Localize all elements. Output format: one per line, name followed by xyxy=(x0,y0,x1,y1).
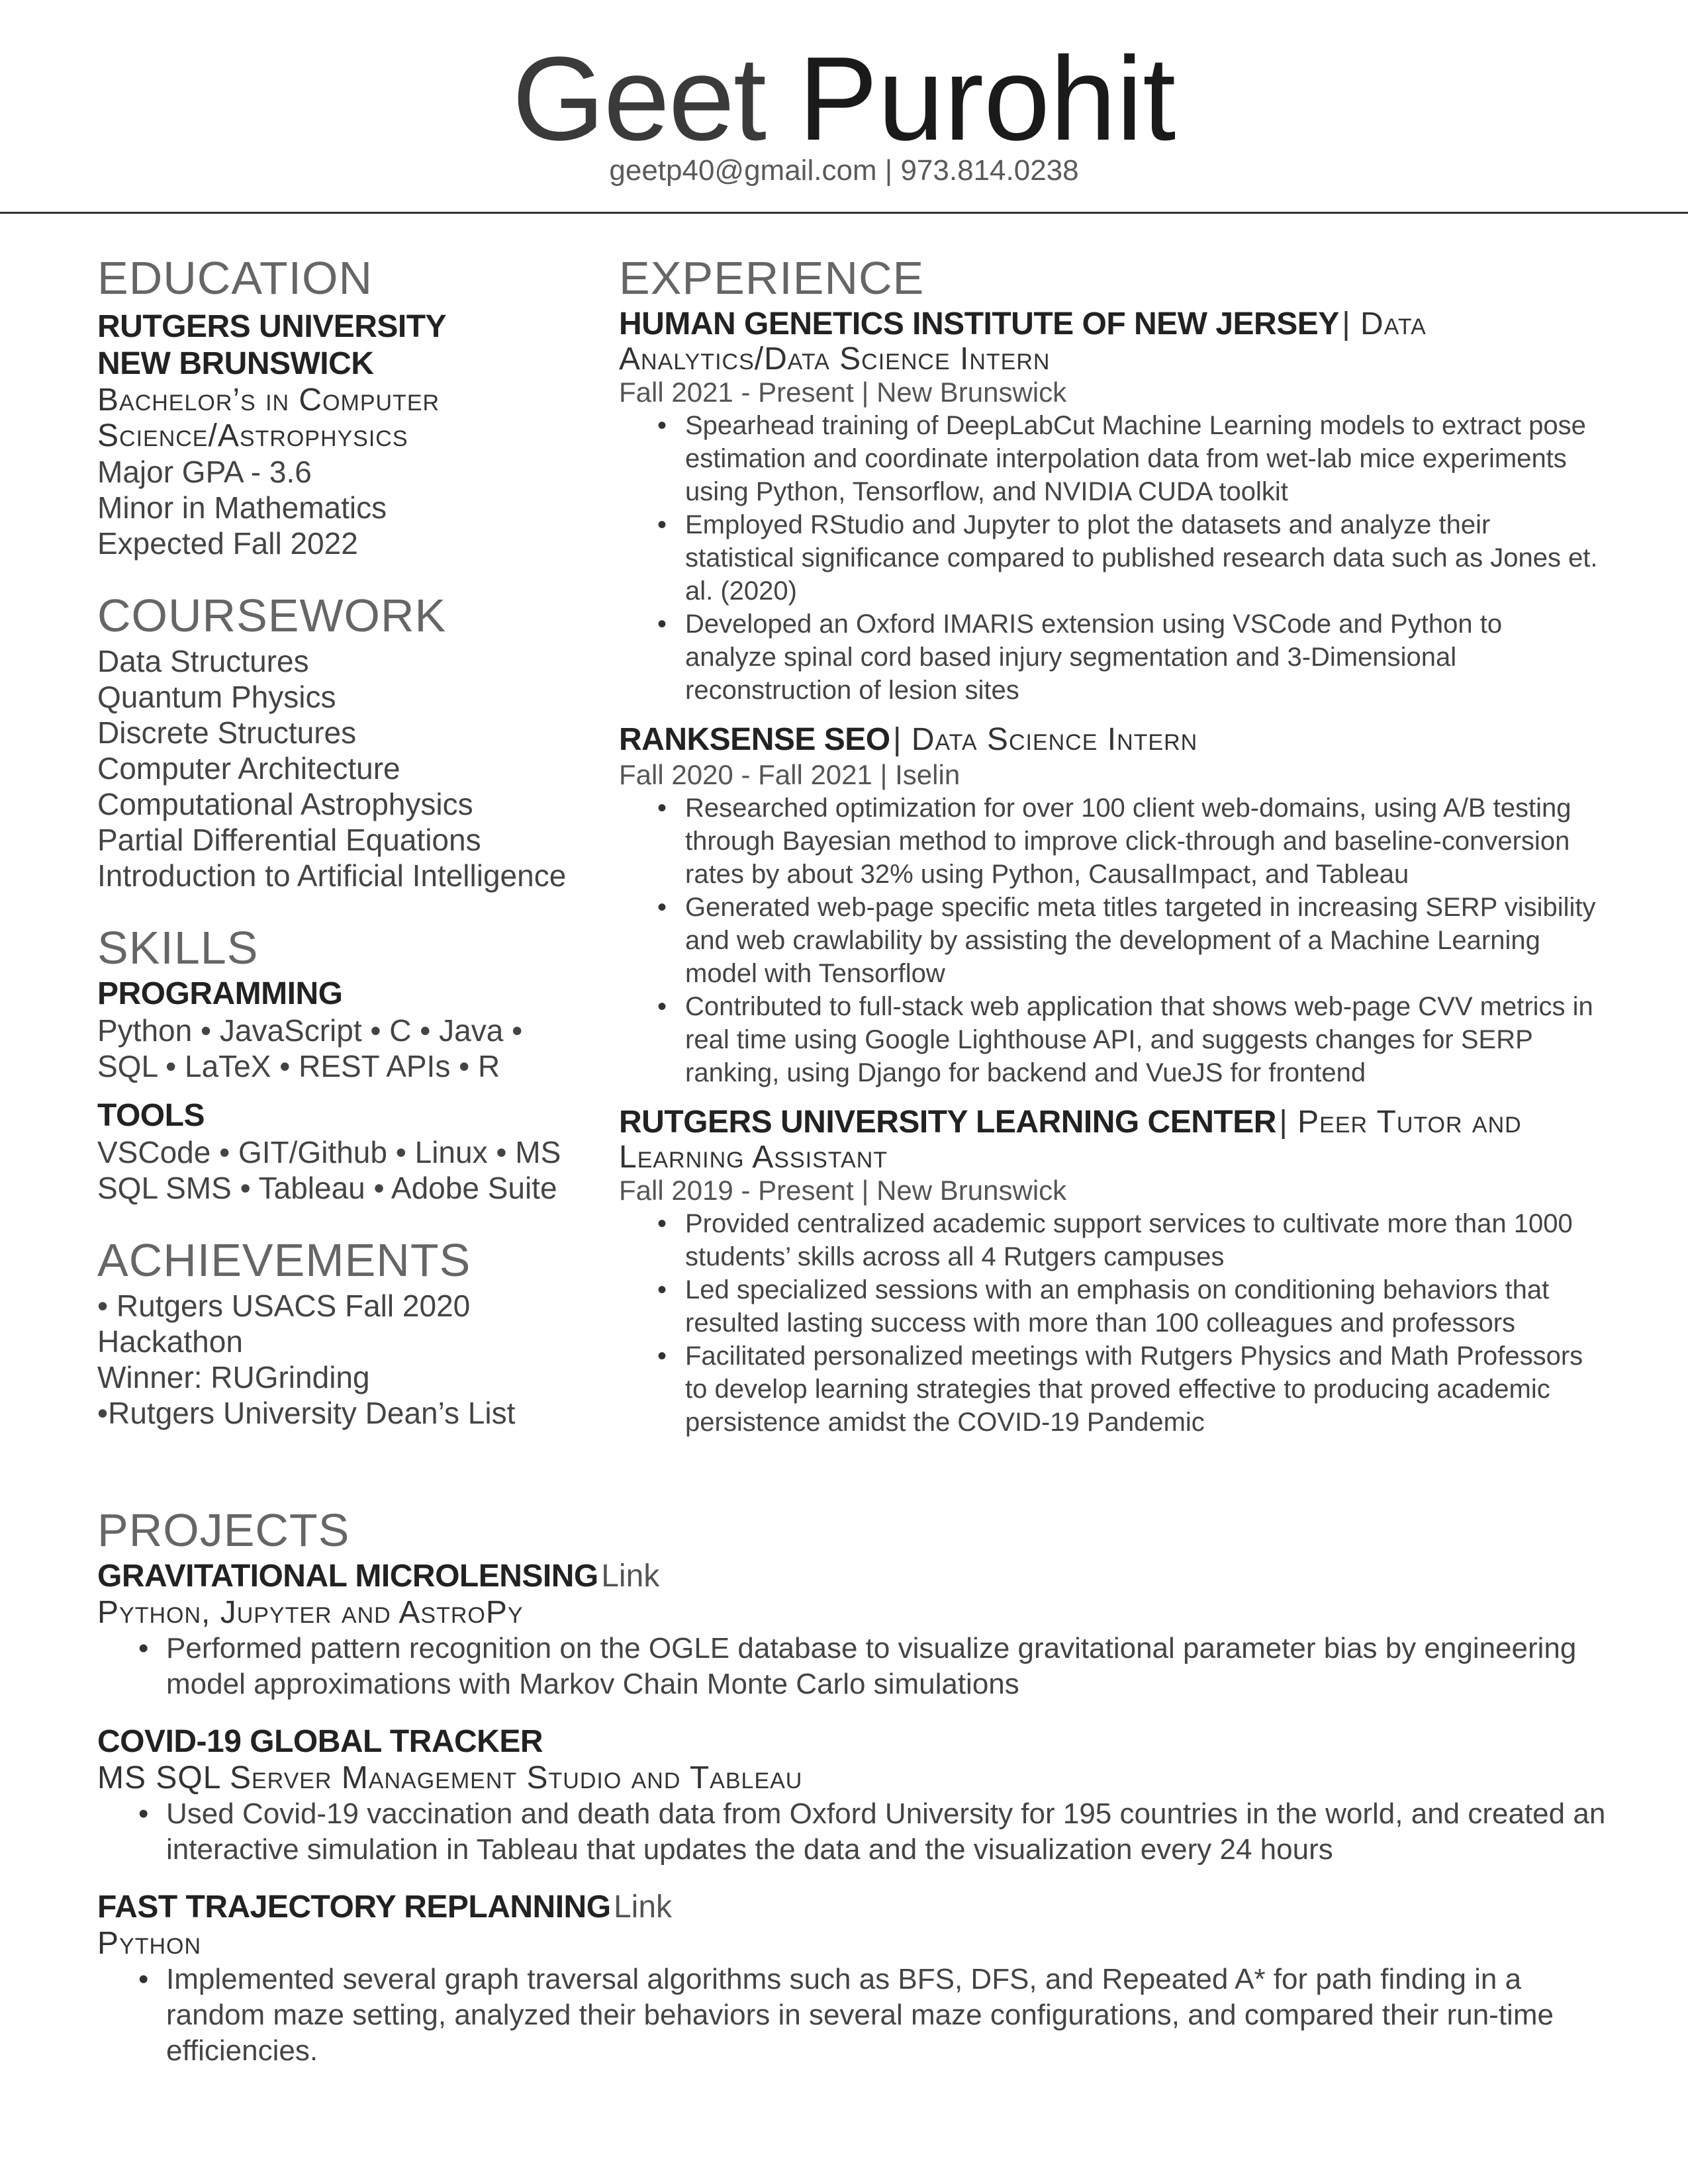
course-item: Computational Astrophysics xyxy=(97,787,473,821)
project-link[interactable]: Link xyxy=(613,1889,673,1925)
company-name: RUTGERS UNIVERSITY LEARNING CENTER xyxy=(619,1105,1276,1140)
job-role: | Data Science Intern xyxy=(893,722,1198,757)
course-item: Discrete Structures xyxy=(97,715,357,750)
education-detail: Major GPA - 3.6 xyxy=(97,455,312,489)
project-entry xyxy=(97,1889,1620,2069)
project-link[interactable]: Link xyxy=(601,1559,660,1594)
job-bullet: • Developed an Oxford IMARIS extension using VSCode and Python to analyze spinal cord based injury segmentation and 3-Dimensional reconstruction of lesion sites xyxy=(685,608,1599,707)
project-title: COVID-19 GLOBAL TRACKER xyxy=(97,1724,543,1759)
programming-line: SQL • LaTeX • REST APIs • R xyxy=(97,1049,500,1083)
job-role-continued: Analytics/Data Science Intern xyxy=(619,341,1051,377)
course-item: Data Structures xyxy=(97,644,309,678)
education-detail: Expected Fall 2022 xyxy=(97,526,358,561)
achievements-heading: ACHIEVEMENTS xyxy=(97,1234,471,1286)
course-item: Quantum Physics xyxy=(97,680,336,714)
project-entry xyxy=(97,1558,1620,1702)
achievement-line: Winner: RUGrinding xyxy=(97,1360,370,1394)
tools-line: VSCode • GIT/Github • Linux • MS xyxy=(97,1135,561,1169)
school-name-line1: RUTGERS UNIVERSITY xyxy=(97,309,447,344)
job-bullet: • Contributed to full-stack web application that shows web-page CVV metrics in real time using Google Lighthouse API, and suggests changes for SERP ranking, using Django for backend and VueJS for frontend xyxy=(685,990,1599,1089)
experience-column xyxy=(619,250,1599,1439)
skills-heading: SKILLS xyxy=(97,922,259,974)
experience-entry xyxy=(619,306,1599,707)
course-item: Partial Differential Equations xyxy=(97,823,481,857)
job-dates: Fall 2020 - Fall 2021 | Iselin xyxy=(619,759,961,790)
job-bullet: • Generated web-page specific meta titles targeted in increasing SERP visibility and web crawlability by assisting the development of a Machine Learning model with Tensorflow xyxy=(685,891,1599,990)
contact-info: geetp40@gmail.com | 973.814.0238 xyxy=(609,154,1079,187)
projects-section xyxy=(97,1502,1620,2069)
job-bullet: • Provided centralized academic support services to cultivate more than 1000 students’ skills across all 4 Rutgers campuses xyxy=(685,1207,1599,1273)
job-bullet: • Spearhead training of DeepLabCut Machine Learning models to extract pose estimation and coordinate interpolation data from wet-lab mice experiments using Python, Tensorflow, and NVIDIA CUDA toolkit xyxy=(685,409,1599,508)
education-detail: Minor in Mathematics xyxy=(97,490,387,525)
project-bullet: • Implemented several graph traversal algorithms such as BFS, DFS, and Repeated A* for path finding in a random maze setting, analyzed their behaviors in several maze configurations, and compared their run-time efficiencies. xyxy=(166,1962,1620,2069)
job-role: | Peer Tutor and xyxy=(1279,1105,1522,1140)
experience-entry xyxy=(619,721,1599,1089)
coursework-heading: COURSEWORK xyxy=(97,590,447,641)
company-name: RANKSENSE SEO xyxy=(619,722,890,757)
job-bullet: • Employed RStudio and Jupyter to plot the datasets and analyze their statistical significance compared to published research data such as Jones et. al. (2020) xyxy=(685,508,1599,608)
degree-line2: Science/Astrophysics xyxy=(97,418,408,453)
last-name: Purohit xyxy=(798,32,1176,165)
project-bullet: • Performed pattern recognition on the OGLE database to visualize gravitational parameter bias by engineering model approximations with Markov Chain Monte Carlo simulations xyxy=(166,1631,1620,1702)
project-tech: Python xyxy=(97,1926,202,1961)
degree-line1: Bachelor’s in Computer xyxy=(97,383,440,418)
project-tech: Python, Jupyter and AstroPy xyxy=(97,1595,524,1630)
job-bullet: • Led specialized sessions with an emphasis on conditioning behaviors that resulted lasting success with more than 100 colleagues and professors xyxy=(685,1273,1599,1340)
tools-line: SQL SMS • Tableau • Adobe Suite xyxy=(97,1171,557,1205)
project-tech: MS SQL Server Management Studio and Tableau xyxy=(97,1760,803,1796)
project-bullet: • Used Covid-19 vaccination and death data from Oxford University for 195 countries in the world, and created an interactive simulation in Tableau that updates the data and the visualization every 24 hours xyxy=(166,1796,1620,1868)
tools-title: TOOLS xyxy=(97,1098,205,1133)
course-item: Introduction to Artificial Intelligence xyxy=(97,858,567,893)
project-entry xyxy=(97,1723,1620,1868)
programming-title: PROGRAMMING xyxy=(97,976,343,1011)
achievement-line: • Rutgers USACS Fall 2020 Hackathon xyxy=(97,1289,471,1359)
left-column xyxy=(97,250,614,1431)
project-title: FAST TRAJECTORY REPLANNING xyxy=(97,1889,611,1925)
project-title: GRAVITATIONAL MICROLENSING xyxy=(97,1559,598,1594)
job-dates: Fall 2019 - Present | New Brunswick xyxy=(619,1175,1067,1206)
job-bullet: • Facilitated personalized meetings with Rutgers Physics and Math Professors to develop learning strategies that proved effective to producing academic persistence amidst the COVID-19 Pandemic xyxy=(685,1340,1599,1439)
resume-name xyxy=(0,33,1688,165)
course-item: Computer Architecture xyxy=(97,751,400,786)
school-name-line2: NEW BRUNSWICK xyxy=(97,346,374,381)
job-role-continued: Learning Assistant xyxy=(619,1140,888,1175)
education-heading: EDUCATION xyxy=(97,252,373,304)
projects-heading: PROJECTS xyxy=(97,1504,350,1556)
experience-entry xyxy=(619,1104,1599,1439)
job-bullet: • Researched optimization for over 100 client web-domains, using A/B testing through Bayesian method to improve click-through and baseline-conversion rates by about 32% using Python, CausalImpact, and Tableau xyxy=(685,792,1599,891)
company-name: HUMAN GENETICS INSTITUTE OF NEW JERSEY xyxy=(619,306,1339,341)
experience-heading: EXPERIENCE xyxy=(619,252,925,304)
programming-line: Python • JavaScript • C • Java • xyxy=(97,1013,523,1048)
first-name: Geet xyxy=(512,32,765,165)
job-role: | Data xyxy=(1342,306,1427,341)
job-dates: Fall 2021 - Present | New Brunswick xyxy=(619,377,1067,408)
header-divider xyxy=(0,212,1688,214)
achievement-line: •Rutgers University Dean’s List xyxy=(97,1396,516,1430)
